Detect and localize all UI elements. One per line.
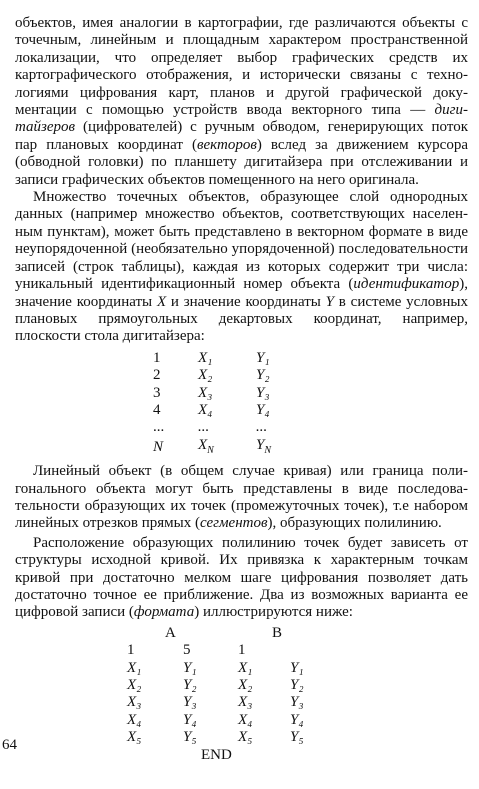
table-row <box>153 437 296 459</box>
p2-var-y: Y <box>325 293 334 310</box>
table-cell: Y₂ <box>183 677 197 694</box>
table-cell: X₃ <box>198 384 213 401</box>
format-a-header: A <box>165 624 176 641</box>
table-cell: X₁ <box>198 349 213 366</box>
table-cell: Y₁ <box>183 659 197 676</box>
table-cell: X₂ <box>127 677 142 694</box>
table-row <box>127 677 330 694</box>
table-cell: 1 <box>153 349 161 366</box>
p4-term-format: формата <box>133 604 195 621</box>
table-cell: ... <box>256 419 268 436</box>
table-cell: 5 <box>183 642 191 659</box>
end-marker: END <box>201 746 232 763</box>
table-row <box>127 642 330 659</box>
p2-text-b: ), значение координаты <box>15 276 468 310</box>
table-cell: Y₅ <box>183 729 197 746</box>
paragraph-1 <box>15 15 468 189</box>
table-cell: Y₄ <box>290 711 304 728</box>
table-cell: X₄ <box>238 711 253 728</box>
table-cell: Y₄ <box>256 401 270 418</box>
table-row <box>153 367 296 384</box>
table-cell: $Y_N$ <box>256 436 272 456</box>
table-row <box>153 385 296 402</box>
table-cell: Y₁ <box>290 659 304 676</box>
p4-text-b: ) иллюстрируются ниже: <box>194 604 353 621</box>
table-cell: ... <box>198 419 210 436</box>
p2-text-d: в системе условных плановых прямоугольных декартовых координат, например, плоскости стола дигитайзера: <box>15 293 468 345</box>
table-cell: Y₂ <box>290 677 304 694</box>
table-cell: X₁ <box>238 659 253 676</box>
table-cell: Y₃ <box>256 384 270 401</box>
p4-text-a: Расположение образующих полилинию точек будет зависеть от структуры исходной кривой. Их привязка к характерным точкам кривой при достаточно мелком шаге цифрования позволяет дать достаточно точное ее приближение. Два из возможных варианта ее цифровой записи ( <box>15 534 468 621</box>
table-row <box>127 712 330 729</box>
polyline-formats-table <box>127 625 330 764</box>
p2-term-identifier: идентификатор <box>353 276 460 293</box>
table-cell: 2 <box>153 367 161 384</box>
table-cell: N <box>153 439 164 456</box>
p3-text-a: Линейный объект (в общем случае кривая) или граница полигонального объекта могут быть представлены в виде последовательности образующих их точек (промежуточных точек), т.е набором линейных отрезков прямых ( <box>15 463 468 532</box>
table-cell: X₃ <box>238 694 253 711</box>
table-cell: Y₁ <box>256 349 270 366</box>
page <box>15 15 468 764</box>
page-number: 64 <box>2 737 17 753</box>
table-row <box>153 350 296 367</box>
table-cell: X₃ <box>127 694 142 711</box>
table-cell: 3 <box>153 384 161 401</box>
p3-term-segments: сегментов <box>200 515 268 532</box>
table-cell: X₅ <box>127 729 142 746</box>
table-cell: Y₃ <box>183 694 197 711</box>
table-cell <box>290 642 330 659</box>
paragraph-4 <box>15 535 468 622</box>
table-cell: X₂ <box>198 367 213 384</box>
table-cell: Y₄ <box>183 711 197 728</box>
p1-text-c: ) вслед за движением курсора (обводной головки) по планшету дигитайзера при отслеживании и записи графических объектов помещенного на него оригинала. <box>15 136 468 188</box>
p1-term-vectors: векторов <box>197 136 257 153</box>
table-cell: Y₃ <box>290 694 304 711</box>
table-cell: X₅ <box>238 729 253 746</box>
table-row <box>153 402 296 419</box>
p2-text-a: Множество точечных объектов, образующее слой однородных данных (например множество объектов, соответствующих населенным пунктам), может быть представлено в векторном формате в виде неупорядоченной (необязательно упорядоченной) последовательности записей (строк таблицы), каждая из которых содержит три числа: уникальный идентификационный номер объекта ( <box>15 189 468 293</box>
p1-text-b: (цифрователей) с ручным обводом, генерирующих поток пар плановых координат ( <box>15 119 468 153</box>
p2-var-x: X <box>156 293 167 310</box>
paragraph-3 <box>15 463 468 533</box>
table-row <box>127 729 330 746</box>
table-cell: X₁ <box>127 659 142 676</box>
paragraph-2 <box>15 189 468 346</box>
table-cell: $X_N$ <box>198 436 214 456</box>
table-cell: Y₂ <box>256 367 270 384</box>
table-row <box>127 660 330 677</box>
table-cell: X₂ <box>238 677 253 694</box>
table-header-row <box>127 625 330 642</box>
table-row <box>153 419 296 436</box>
table-row <box>127 747 330 764</box>
table-cell: 1 <box>127 642 135 659</box>
table-cell: Y₅ <box>290 729 304 746</box>
table-cell: X₄ <box>127 711 142 728</box>
p3-text-b: ), образующих полилинию. <box>267 515 442 532</box>
format-b-header: B <box>272 624 283 641</box>
point-records-table <box>153 350 296 459</box>
table-cell: X₄ <box>198 401 213 418</box>
p1-term-digitizers: дигитайзеров <box>15 102 468 136</box>
p1-text-a: объектов, имея аналогии в картографии, где различаются объекты с точечным, линейным и площадным характером пространственной локализации, что определяет выбор графических средств их картографического отображения, и исторически связаны с технологиями цифрования карт, планов и другой графической документации с помощью устройств ввода векторного типа — <box>15 15 468 119</box>
table-cell: ... <box>153 419 165 436</box>
table-cell: 1 <box>238 642 246 659</box>
table-cell: 4 <box>153 401 161 418</box>
p2-text-c: и значение координаты <box>166 293 326 310</box>
table-row <box>127 694 330 711</box>
